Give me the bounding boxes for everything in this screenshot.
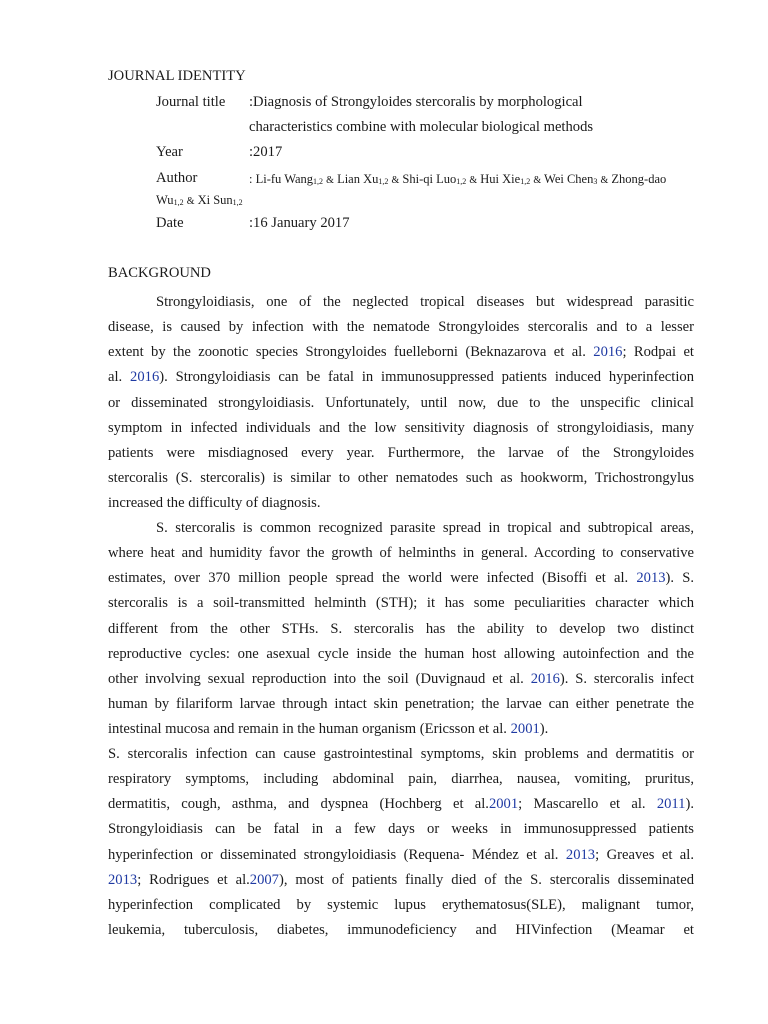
text-span: ; Greaves et al. — [595, 846, 694, 863]
paragraph-line: increased the difficulty of diagnosis. — [108, 495, 321, 512]
author-affiliation: 1,2 — [378, 177, 389, 186]
paragraph-line: symptom in infected individuals and the low sensitivity diagnosis of strongyloidiasis, many — [108, 419, 694, 436]
paragraph-line: Strongyloidiasis, one of the neglected tropical diseases but widespread parasitic — [156, 294, 694, 310]
text-span: intestinal mucosa and remain in the human organism (Ericsson et al. — [108, 721, 511, 738]
journal-identity-heading: JOURNAL IDENTITY — [108, 68, 246, 84]
text-span: ). S. stercoralis infect — [559, 670, 694, 687]
paragraph-line — [108, 342, 694, 362]
text-span: ). — [539, 721, 549, 738]
paragraph-line: reproductive cycles: one asexual cycle inside the human host allowing autoinfection and the — [108, 645, 694, 662]
text-span: dermatitis, cough, asthma, and dyspnea (Hochberg et al. — [108, 796, 489, 813]
author-name: Shi-qi Luo — [402, 172, 457, 186]
text-span: ). — [685, 796, 694, 813]
paragraph-line: hyperinfection complicated by systemic lupus erythematosus(SLE), malignant tumor, — [108, 896, 694, 913]
paragraph-line — [108, 719, 694, 739]
citation-year-link[interactable]: 2016 — [130, 369, 160, 386]
text-span: ), most of patients finally died of the S. stercoralis disseminated — [278, 871, 694, 888]
citation-year-link[interactable]: 2016 — [593, 344, 623, 361]
date-label: Date — [156, 215, 184, 231]
citation-year-link[interactable]: 2001 — [488, 796, 519, 813]
paragraph-line — [108, 870, 694, 890]
author-affiliation: 1,2 — [232, 198, 243, 207]
text-span: ). Strongyloidiasis can be fatal in immunosuppressed patients induced hyperinfection — [159, 369, 694, 386]
paragraph-line: Strongyloidiasis can be fatal in a few days or weeks in immunosuppressed patients — [108, 821, 694, 838]
text-span: ; Rodrigues et al. — [137, 871, 250, 888]
date-value: :16 January 2017 — [249, 215, 350, 231]
author-name: Zhong-dao — [611, 172, 667, 186]
author-affiliation: 3 — [593, 177, 598, 186]
author-affiliation: 1,2 — [173, 198, 184, 207]
journal-title-value-line1: :Diagnosis of Strongyloides stercoralis by morphological — [249, 94, 583, 110]
journal-title-label: Journal title — [156, 94, 226, 110]
paragraph-line — [108, 669, 694, 689]
text-span: ; Rodpai et — [622, 344, 694, 361]
paragraph-line: or disseminated strongyloidiasis. Unfortunately, until now, due to the unspecific clinical — [108, 394, 694, 411]
paragraph-line — [108, 794, 694, 814]
text-span: ). S. — [665, 570, 695, 587]
paragraph-line: where heat and humidity favor the growth of helminths in general. According to conservative — [108, 545, 694, 562]
author-label: Author — [156, 170, 198, 186]
text-span: al. — [108, 369, 131, 386]
author-affiliation: 1,2 — [313, 177, 324, 186]
background-heading: BACKGROUND — [108, 265, 211, 281]
text-span: ; Mascarello et al. — [518, 796, 657, 813]
paragraph-line: stercoralis is a soil-transmitted helminth (STH); it has some peculiarities character which — [108, 595, 694, 612]
paragraph-line: human by filariform larvae through intact skin penetration; the larvae can either penetrate the — [108, 696, 694, 713]
citation-year-link[interactable]: 2001 — [510, 721, 540, 738]
paragraph-line: respiratory symptoms, including abdominal pain, diarrhea, nausea, vomiting, pruritus, — [108, 771, 694, 788]
journal-title-value-line2: characteristics combine with molecular biological methods — [249, 119, 594, 135]
paragraph-line: S. stercoralis is common recognized parasite spread in tropical and subtropical areas, — [156, 520, 694, 536]
text-span: estimates, over 370 million people spread the world were infected (Bisoffi et al. — [108, 570, 637, 587]
year-label: Year — [156, 144, 183, 160]
paragraph-line — [108, 845, 694, 865]
paragraph-line: disease, is caused by infection with the nematode Strongyloides stercoralis and to a lesser — [108, 319, 694, 336]
text-span: other involving sexual reproduction into the soil (Duvignaud et al. — [108, 670, 531, 687]
author-affiliation: 1,2 — [456, 177, 467, 186]
citation-year-link[interactable]: 2013 — [565, 846, 596, 863]
paragraph-line: leukemia, tuberculosis, diabetes, immunodeficiency and HIVinfection (Meamar et — [108, 922, 694, 939]
text-span: extent by the zoonotic species Strongyloides fuelleborni (Beknazarova et al. — [108, 344, 594, 361]
citation-year-link[interactable]: 2016 — [530, 670, 560, 687]
author-name: Hui Xie — [480, 172, 521, 186]
citation-year-link[interactable]: 2013 — [108, 871, 138, 888]
text-span: hyperinfection or disseminated strongyloidiasis (Requena- Méndez et al. — [108, 846, 566, 863]
citation-year-link[interactable]: 2013 — [636, 570, 666, 587]
paragraph-line: stercoralis (S. stercoralis) is similar to other nematodes such as hookworm, Trichostrongylus — [108, 470, 694, 487]
paragraph-line: S. stercoralis infection can cause gastrointestinal symptoms, skin problems and dermatitis or — [108, 746, 694, 762]
author-name: Lian Xu — [337, 172, 379, 186]
paragraph-line — [108, 568, 694, 588]
citation-year-link[interactable]: 2007 — [249, 871, 279, 888]
year-value: :2017 — [249, 144, 283, 160]
paragraph-line: patients were misdiagnosed every year. Furthermore, the larvae of the Strongyloides — [108, 444, 694, 461]
paragraph-line — [108, 367, 694, 387]
author-list-line2: $Wu_{1,2}$ & Xi Sun$_{1,2}$ — [156, 193, 243, 207]
author-name: Wei Chen — [544, 172, 594, 186]
author-list-line1: : Li-fu Wang$_{1,2}$ & Lian $Xu_{1,2}$ & Shi-qi Luo$_{1,2}$ & Hui Xie$_{1,2}$ & Wei Chen$_3$ & Zhong-dao — [249, 172, 667, 186]
author-name: Li-fu Wang — [255, 172, 314, 186]
author-name: Wu — [156, 193, 174, 207]
paragraph-line: different from the other STHs. S. stercoralis has the ability to develop two distinct — [108, 620, 694, 637]
author-affiliation: 1,2 — [520, 177, 531, 186]
citation-year-link[interactable]: 2011 — [656, 796, 686, 813]
author-name: Xi Sun — [197, 193, 233, 207]
